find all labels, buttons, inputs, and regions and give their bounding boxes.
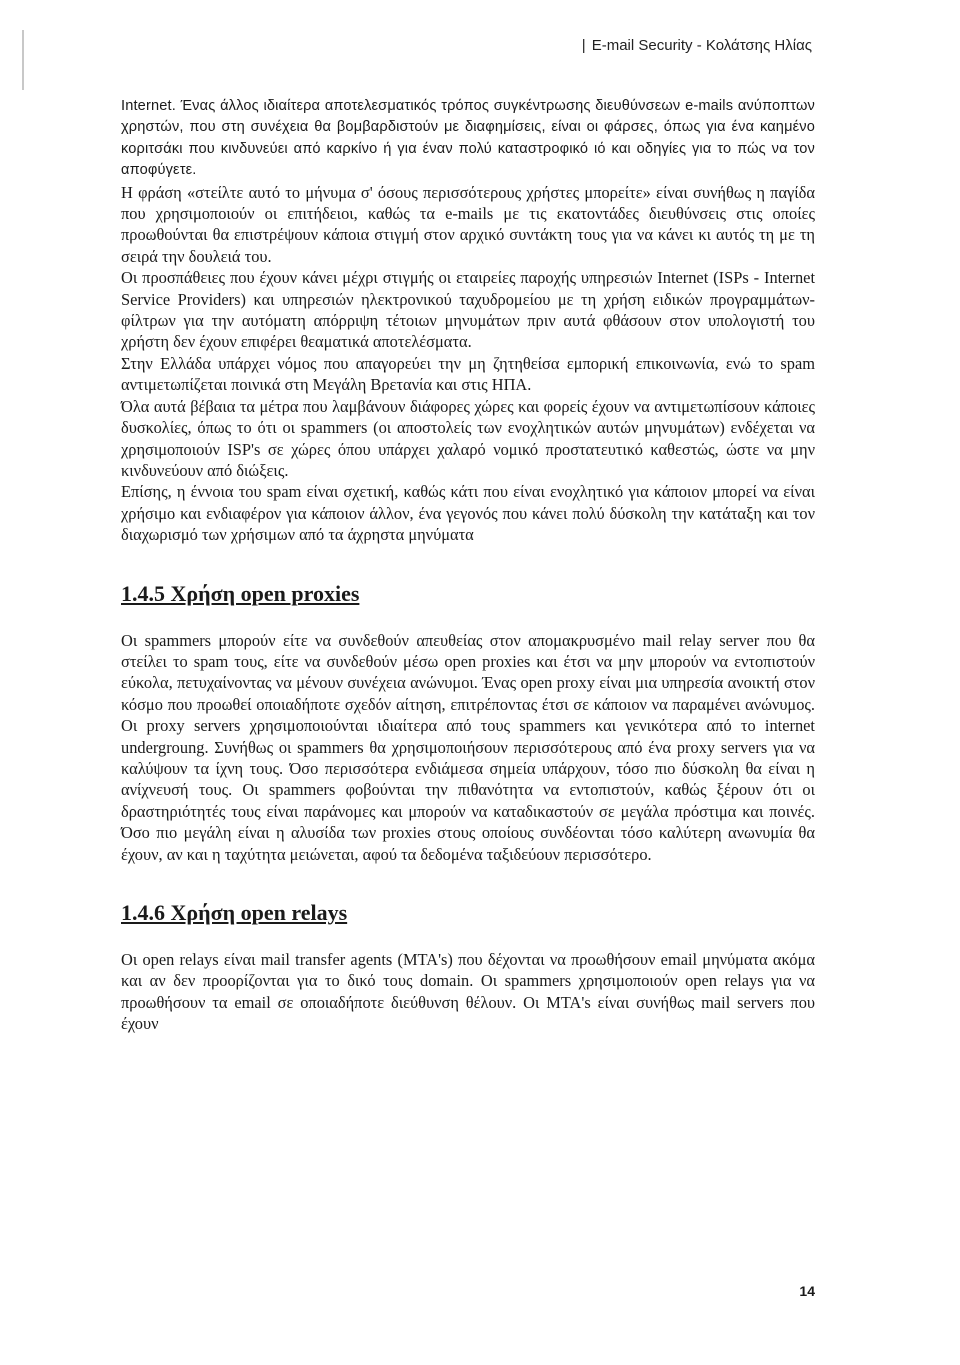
- section-title-open-proxies: 1.4.5 Χρήση open proxies: [121, 580, 360, 606]
- paragraph-chain-phrase: Η φράση «στείλτε αυτό το μήνυμα σ' όσους περισσότερους χρήστες μπορείτε» είναι συνήθως η παγίδα που χρησιμοποιούν οι επιτήδειοι, καθώς τα e-mails με τις εκατοντάδες διευθύνσεις στις οποίες προωθούνται θα επιστρέψουν κάποια στιγμή στον αρχικό συντάκτη τους για να κάνει κι αυτός τη με τη σειρά την δουλειά του.: [121, 182, 815, 266]
- scan-edge-line: [22, 30, 24, 90]
- paragraph-isp-efforts: Οι προσπάθειες που έχουν κάνει μέχρι στιγμής οι εταιρείες παροχής υπηρεσιών Internet (ISPs - Internet Service Providers) και υπηρεσιών ηλεκτρονικού ταχυδρομείου με τη χρήση ειδικών προγραμμάτων-φίλτρων για την αυτόματη απόρριψη τέτοιων μηνυμάτων πριν αυτά φθάσουν στον υπολογιστή του χρήστη δεν έχουν επιφέρει θεαματικά αποτελέσματα.: [121, 268, 815, 352]
- page-content: [121, 96, 815, 1035]
- page-number: 14: [799, 1283, 815, 1299]
- header-title: E-mail Security - Κολάτσης Ηλίας: [591, 37, 812, 54]
- section-title-open-relays: 1.4.6 Χρήση open relays: [121, 900, 348, 925]
- paragraph-difficulties: Όλα αυτά βέβαια τα μέτρα που λαμβάνουν διάφορες χώρες και φορείς έχουν να αντιμετωπίσουν κάποιες δυσκολίες, όπως το ότι οι spammers (οι αποστολείς των ενοχλητικών αυτών μηνυμάτων) ενδέχεται να χρησιμοποιούν ISP's σε χώρες όπου υπάρχει χαλαρό νομικό προστατευτικό καθεστώς, ώστε να μην κινδυνεύουν από διώξεις.: [121, 396, 815, 480]
- paragraph-open-relays: Οι open relays είναι mail transfer agents (MTA's) που δέχονται να προωθήσουν email μηνύματα ακόμα και αν δεν προορίζονται για το δικό τους domain. Οι spammers χρησιμοποιούν open relays για να προωθήσουν τα email σε οποιαδήποτε διεύθυνση θέλουν. Οι MTA's είναι συνήθως mail servers που έχουν: [121, 950, 815, 1034]
- paragraph-hoaxes: Internet. Ένας άλλος ιδιαίτερα αποτελεσματικός τρόπος συγκέντρωσης διευθύνσεων e-mails ανύποπτων χρηστών, που στη συνέχεια θα βομβαρδιστούν με διαφημίσεις, είναι οι φάρσες, όπως για ένα καημένο κοριτσάκι που κινδυνεύει από καρκίνο ή για έναν πολύ καταστροφικό ιό και οδηγίες για το πώς να τον αποφύγετε.: [121, 98, 815, 179]
- header-separator: |: [581, 37, 586, 54]
- page-header: [582, 37, 812, 54]
- paragraph-spam-relative: Επίσης, η έννοια του spam είναι σχετική, καθώς κάτι που είναι ενοχλητικό για κάποιον μπορεί να είναι χρήσιμο και ενδιαφέρον για κάποιον άλλον, ένα γεγονός που κάνει πολύ δύσκολη την κατάταξη και τον διαχωρισμό των χρήσιμων από τα άχρηστα μηνύματα: [121, 482, 815, 545]
- paragraph-open-proxies: Οι spammers μπορούν είτε να συνδεθούν απευθείας στον απομακρυσμένο mail relay server που θα στείλει το spam τους, είτε να συνδεθούν μέσω open proxies και έτσι να μην μπορούν να εντοπιστούν εύκολα, πετυχαίνοντας να μένουν συνέχεια ανώνυμοι. Ένας open proxy είναι μια υπηρεσία ανοικτή στον κόσμο που προωθεί οποιαδήποτε σχεδόν αίτηση, επιτρέποντας έτσι σε κάποιον να παραμένει ανώνυμος. Οι proxy servers χρησιμοποιούνται ιδιαίτερα από τους spammers και γενικότερα από το internet undergroung. Συνήθως οι spammers θα χρησιμοποιήσουν περισσότερους από ένα proxy servers για να καλύψουν τα ίχνη τους. Όσο περισσότερα ενδιάμεσα σημεία υπάρχουν, τόσο πιο δύσκολη θα είναι η ανίχνευσή τους. Οι spammers φοβούνται την πιθανότητα να εντοπιστούν, καθώς ξέρουν ότι οι δραστηριότητές τους είναι παράνομες και μπορούν να καταδικαστούν σε μεγάλα πρόστιμα και ποινές. Όσο πιο μεγάλη είναι η αλυσίδα των proxies στους οποίους συνδέονται τόσο καλύτερη ανωνυμία θα έχουν, αν και η ταχύτητα μειώνεται, αφού τα δεδομένα ταξιδεύουν περισσότερο.: [121, 630, 815, 864]
- paragraph-greece-law: Στην Ελλάδα υπάρχει νόμος που απαγορεύει την μη ζητηθείσα εμπορική επικοινωνία, ενώ το spam αντιμετωπίζεται ποινικά στη Μεγάλη Βρετανία και στις ΗΠΑ.: [121, 353, 815, 395]
